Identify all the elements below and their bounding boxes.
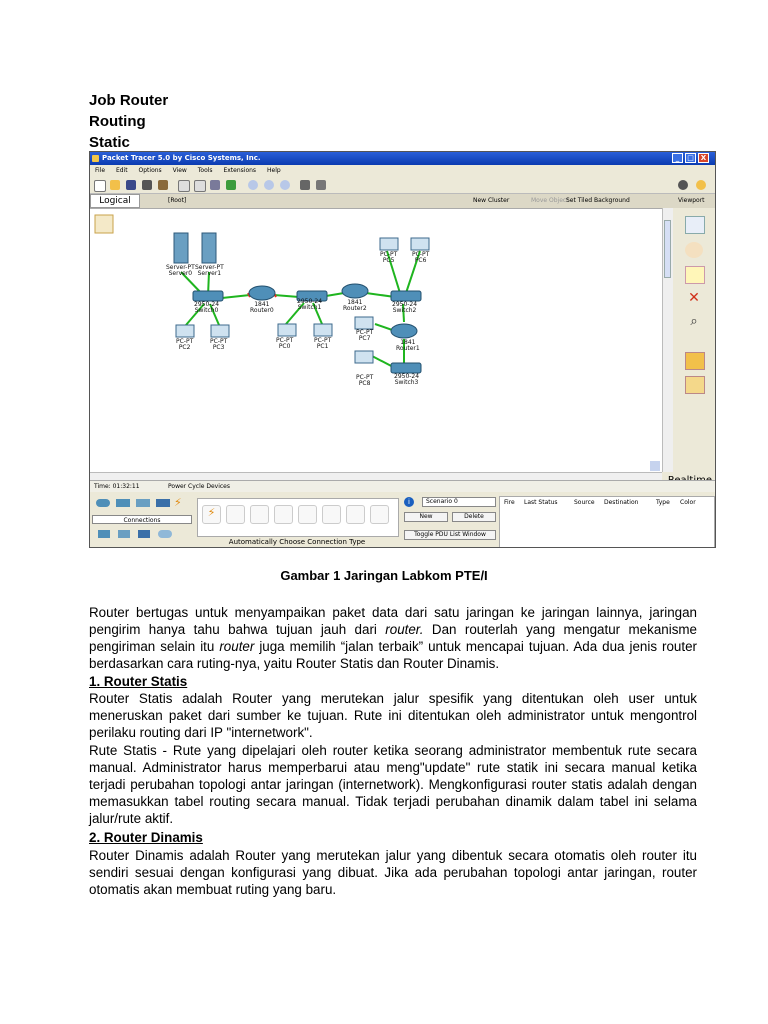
delete-scenario-button[interactable]: Delete: [452, 512, 496, 522]
logical-canvas[interactable]: [90, 208, 662, 473]
maximize-button[interactable]: □: [685, 153, 696, 163]
switch1-label: 2950-24 Switch1: [297, 298, 323, 311]
link-switch0-router0: [222, 295, 250, 298]
print-icon[interactable]: [142, 180, 152, 190]
pc2-icon: [176, 325, 194, 337]
delete-tool-icon[interactable]: ✕: [688, 290, 700, 306]
menu-help[interactable]: Help: [266, 167, 281, 174]
switch3-icon[interactable]: [391, 363, 421, 373]
workspace-bar: [90, 194, 715, 208]
paste-icon[interactable]: [194, 180, 206, 192]
menu-extensions[interactable]: Extensions: [223, 167, 257, 174]
pc5-icon: [380, 238, 398, 250]
switch2-icon[interactable]: [391, 291, 421, 301]
pdu-col-type: Type: [656, 499, 670, 506]
pdu-list-table: [499, 496, 715, 548]
switches-category-icon[interactable]: [116, 499, 130, 507]
phone-cable-icon[interactable]: [322, 505, 341, 524]
server0-label: Server-PT Server0: [166, 264, 195, 277]
intro-line-3-em: router: [219, 639, 255, 654]
canvas-vertical-scrollbar[interactable]: [662, 208, 673, 472]
figure-caption: Gambar 1 Jaringan Labkom PTE/I: [280, 568, 488, 583]
common-tools-bar: [673, 208, 716, 472]
pc0-label: PC-PT PC0: [276, 337, 294, 350]
coaxial-cable-icon[interactable]: [346, 505, 365, 524]
crossover-cable-icon[interactable]: [274, 505, 293, 524]
custom-device-icon[interactable]: [316, 180, 326, 190]
server1-icon[interactable]: [202, 233, 216, 263]
device-palette: [90, 492, 715, 548]
router2-label: 1841 Router2: [343, 299, 367, 312]
title-line-3: Static: [89, 134, 130, 151]
section-2-paragraph-1: Router Dinamis adalah Router yang merutekan jalur yang dibentuk secara otomatis oleh router itu sendiri sesuai dengan konfigurasi yang dibuat. Jika ada perubahan topologi antar jaringan, router otomatis akan membuat ruting yang baru.: [89, 848, 697, 897]
link-router0-switch1: [274, 295, 299, 297]
intro-line-3a: mekanisme pengiriman selain itu: [89, 622, 697, 654]
move-object-button[interactable]: Move Object: [531, 197, 569, 204]
pc1-label: PC-PT PC1: [314, 337, 332, 350]
pdu-col-destination: Destination: [604, 499, 639, 506]
hand-tool-icon[interactable]: [95, 215, 113, 233]
hubs-category-icon[interactable]: [136, 499, 150, 507]
intro-line-2a: jaringan pengirim hanya tahu bahwa tujuan jauh dari: [89, 605, 697, 637]
pdu-col-color: Color: [680, 499, 696, 506]
menu-edit[interactable]: Edit: [115, 167, 128, 174]
router1-icon[interactable]: [391, 324, 417, 338]
server0-icon[interactable]: [174, 233, 188, 263]
cable-selector: [197, 498, 399, 537]
window-title: Packet Tracer 5.0 by Cisco Systems, Inc.: [102, 154, 261, 162]
menu-view[interactable]: View: [172, 167, 187, 174]
section-1-paragraph-2: Rute Statis - Rute yang dipelajari oleh router ketika seorang administrator membentuk rute secara manual. Administrator harus memperbarui atau meng"update" rute statik ini secara manual ketika terjadi perubahan topologi antar jaringan (internetwork). Mengkonfigurasi router statis adalah dengan memasukkan tabel routing secara manual. Tidak terjadi perubahan dinamik dalam tabel ini selama jalur/rute aktif.: [89, 743, 697, 826]
pc8-icon: [355, 351, 373, 363]
close-button[interactable]: X: [698, 153, 709, 163]
scroll-corner-icon: [650, 461, 660, 471]
window-titlebar: [90, 152, 715, 165]
switch0-icon[interactable]: [193, 291, 223, 301]
pc5-label: PC-PT PC5: [380, 251, 398, 264]
auto-cable-icon[interactable]: ⚡: [202, 505, 221, 524]
copy-icon[interactable]: [178, 180, 190, 192]
scenario-select[interactable]: Scenario 0: [422, 497, 496, 507]
switch3-label: 2950-24 Switch3: [394, 373, 420, 386]
connections-label: Connections: [92, 515, 192, 524]
set-tiled-background-button[interactable]: Set Tiled Background: [566, 197, 630, 204]
redo-icon[interactable]: [226, 180, 236, 190]
tab-logical[interactable]: Logical: [90, 194, 140, 208]
router0-icon[interactable]: [249, 286, 275, 300]
wireless-category-icon[interactable]: [156, 499, 170, 507]
intro-line-4: Ada dua jenis router berdasarkan cara ruting-nya, yaitu Router Statis dan Router Dinamis.: [89, 639, 697, 671]
intro-line-3b: juga memilih “jalan terbaik” untuk mencapai tujuan.: [254, 639, 570, 654]
app-icon: [92, 155, 99, 162]
place-note-icon[interactable]: [685, 266, 705, 284]
toggle-pdu-list-button[interactable]: Toggle PDU List Window: [404, 530, 496, 540]
inspect-tool-icon[interactable]: ⌕: [690, 314, 698, 329]
serial-dce-cable-icon[interactable]: [370, 505, 389, 524]
viewport-button[interactable]: Viewport: [678, 197, 705, 204]
new-scenario-button[interactable]: New: [404, 512, 448, 522]
open-folder-icon[interactable]: [110, 180, 120, 190]
link-switch1-router2: [326, 293, 344, 296]
add-complex-pdu-icon[interactable]: [685, 376, 705, 394]
intro-line-2-em: router.: [385, 622, 424, 637]
save-icon[interactable]: [126, 180, 136, 190]
pc3-icon: [211, 325, 229, 337]
toolbar: [90, 177, 715, 194]
pc3-label: PC-PT PC3: [210, 338, 228, 351]
fiber-cable-icon[interactable]: [298, 505, 317, 524]
router1-label: 1841 Router1: [396, 339, 420, 352]
drawing-palette-icon[interactable]: [300, 180, 310, 190]
info-icon[interactable]: [678, 180, 688, 190]
undo-icon[interactable]: [210, 180, 220, 190]
switch0-label: 2950-24 Switch0: [194, 301, 220, 314]
wan-emulation-category-icon[interactable]: [118, 530, 130, 538]
scroll-thumb[interactable]: [664, 220, 671, 278]
connections-category-icon[interactable]: ⚡: [174, 496, 182, 509]
add-simple-pdu-icon[interactable]: [685, 352, 705, 370]
pdu-col-source: Source: [574, 499, 595, 506]
zoom-out-icon[interactable]: [280, 180, 290, 190]
packet-tracer-screenshot: [89, 151, 716, 548]
minimize-button[interactable]: _: [672, 153, 683, 163]
connection-type-label: Automatically Choose Connection Type: [228, 538, 366, 546]
activity-wizard-icon[interactable]: [158, 180, 168, 190]
pc8-label: PC-PT PC8: [356, 374, 374, 387]
zoom-in-icon[interactable]: [248, 180, 258, 190]
section-2-heading: 2. Router Dinamis: [89, 830, 203, 845]
scenario-panel: [402, 496, 497, 546]
menu-bar: [90, 166, 715, 176]
console-cable-icon[interactable]: [226, 505, 245, 524]
end-devices-category-icon[interactable]: [98, 530, 110, 538]
custom-devices-category-icon[interactable]: [138, 530, 150, 538]
document-title: [89, 90, 168, 153]
title-line-1: Job Router: [89, 92, 169, 109]
multiuser-category-icon[interactable]: [158, 530, 172, 538]
intro-line-2b: Dan routerlah yang mengatur: [423, 622, 621, 637]
intro-paragraph: [89, 604, 697, 672]
pc7-label: PC-PT PC7: [356, 329, 374, 342]
title-line-2: Routing: [89, 113, 146, 130]
server1-label: Server-PT Server1: [195, 264, 224, 277]
status-bar: [90, 480, 715, 492]
pdu-col-fire: Fire: [504, 499, 515, 506]
help-icon[interactable]: [696, 180, 706, 190]
power-cycle-button[interactable]: Power Cycle Devices: [168, 483, 230, 490]
switch2-label: 2950-24 Switch2: [392, 301, 418, 314]
pc2-label: PC-PT PC2: [176, 338, 194, 351]
menu-options[interactable]: Options: [138, 167, 162, 174]
move-layout-icon[interactable]: [685, 242, 703, 258]
select-tool-icon[interactable]: [685, 216, 705, 234]
pc1-icon: [314, 324, 332, 336]
router0-label: 1841 Router0: [250, 301, 274, 314]
pc7-icon: [355, 317, 373, 329]
root-button[interactable]: [Root]: [168, 197, 187, 204]
pdu-col-last-status: Last Status: [524, 499, 558, 506]
zoom-reset-icon[interactable]: [264, 180, 274, 190]
pc0-icon: [278, 324, 296, 336]
time-readout: Time: 01:32:11: [94, 483, 140, 490]
menu-tools[interactable]: Tools: [197, 167, 213, 174]
new-cluster-button[interactable]: New Cluster: [473, 197, 510, 204]
scenario-info-icon[interactable]: i: [404, 497, 414, 507]
section-1-paragraph-1: Router Statis adalah Router yang merutekan jalur spesifik yang ditentukan oleh user untuk meneruskan paket dari sumber ke tujuan. Rute ini ditentukan oleh administrator untuk mengontrol perilaku routing dari IP "internetwork".: [89, 691, 697, 740]
pc6-label: PC-PT PC6: [412, 251, 430, 264]
canvas-horizontal-scrollbar[interactable]: [90, 472, 662, 480]
routers-category-icon[interactable]: [96, 499, 110, 507]
router2-icon[interactable]: [342, 284, 368, 298]
section-1-heading: 1. Router Statis: [89, 674, 188, 689]
pc6-icon: [411, 238, 429, 250]
straight-through-cable-icon[interactable]: [250, 505, 269, 524]
new-file-icon[interactable]: [94, 180, 106, 192]
intro-line-1: Router bertugas untuk menyampaikan paket data dari satu jaringan ke jaringan lainnya,: [89, 605, 643, 620]
menu-file[interactable]: File: [95, 167, 106, 174]
